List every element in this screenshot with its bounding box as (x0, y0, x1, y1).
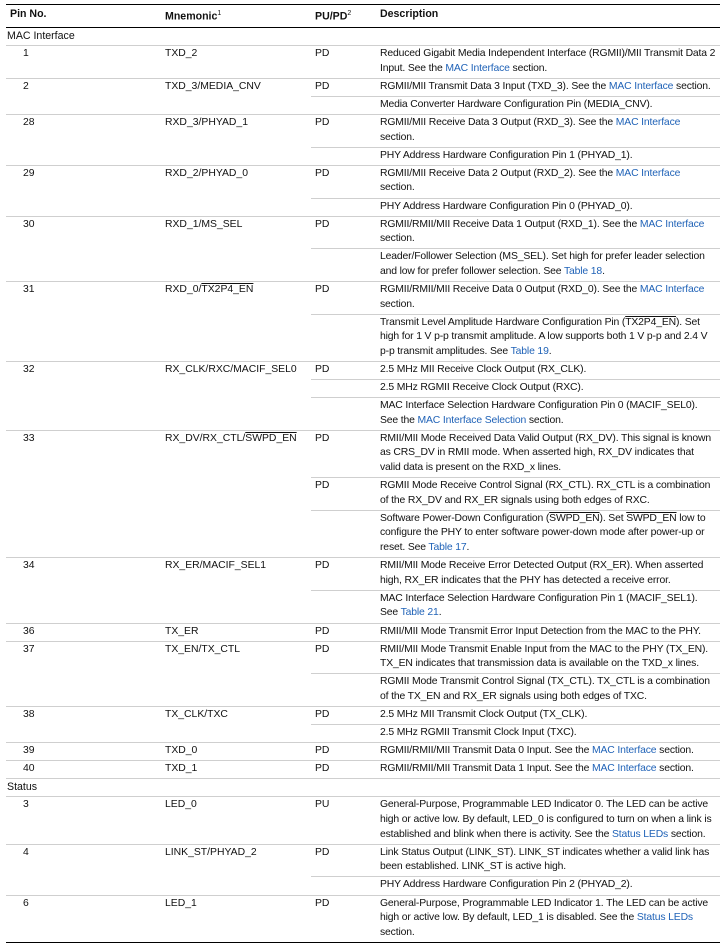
pin-number (6, 380, 161, 398)
mnemonic (161, 314, 311, 361)
mnemonic-text: RXD_0/ (165, 284, 202, 296)
table-row (6, 877, 720, 895)
mnemonic (161, 198, 311, 216)
pu-pd-value: PU (311, 797, 376, 844)
description-text: . (466, 542, 470, 554)
description (376, 430, 720, 477)
table-row (6, 558, 720, 591)
description-text: . (602, 265, 605, 277)
mnemonic (161, 725, 311, 743)
description-text: Link Status Output (LINK_ST). LINK_ST indicates whether a valid link has been established. LINK_ST is active high. (380, 846, 710, 873)
section-title: Status (6, 779, 720, 797)
mnemonic: RX_CLK/RXC/MACIF_SEL0 (161, 362, 311, 380)
pu-pd-value (311, 510, 376, 557)
cross-reference-link[interactable]: MAC Interface (591, 745, 657, 757)
description-text: . (438, 607, 442, 619)
description-text: Media Converter Hardware Configuration Pin (MEDIA_CNV). (380, 99, 653, 110)
pu-pd-value (311, 147, 376, 165)
description-text: ). Set (599, 512, 627, 524)
description (376, 877, 720, 895)
header-pin-no: Pin No. (6, 5, 161, 28)
description-text: RMII/MII Mode Received Data Valid Output (RX_DV). This signal is known as CRS_DV in RMII mode. When asserted high, RX_DV indicates that valid data is present on the RXD_x lines. (380, 432, 711, 474)
description-text: 2.5 MHz MII Transmit Clock Output (TX_CLK). (380, 708, 588, 720)
pu-pd-value: PD (311, 165, 376, 198)
description-text: . (548, 345, 552, 357)
pu-pd-value (311, 725, 376, 743)
mnemonic (161, 877, 311, 895)
description (376, 641, 720, 674)
pu-pd-value: PD (311, 216, 376, 249)
description-text: MAC Interface Selection Hardware Configuration Pin 0 (MACIF_SEL0). See the (380, 400, 698, 426)
pin-number: 39 (6, 743, 161, 761)
cross-reference-link[interactable]: Table 18 (563, 265, 603, 277)
mnemonic-text: RX_DV/RX_CTL/ (165, 432, 246, 444)
description (376, 558, 720, 591)
description-text: RGMII/MII Transmit Data 3 Input (TXD_3). See the (380, 80, 609, 92)
description (376, 478, 720, 511)
pu-pd-value: PD (311, 558, 376, 591)
cross-reference-link[interactable]: Table 19 (510, 345, 549, 357)
cross-reference-link[interactable]: MAC Interface (591, 763, 657, 775)
table-row (6, 198, 720, 216)
pin-number: 31 (6, 282, 161, 315)
description-text: Transmit Level Amplitude Hardware Configuration Pin ( (380, 316, 626, 328)
description-text: PHY Address Hardware Configuration Pin 1 (PHYAD_1). (380, 149, 633, 161)
pin-number (6, 674, 161, 707)
description (376, 147, 720, 165)
description (376, 165, 720, 198)
table-row (6, 895, 720, 942)
cross-reference-link[interactable]: MAC Interface (608, 80, 674, 92)
pin-number: 4 (6, 844, 161, 877)
description-text: 2.5 MHz RGMII Receive Clock Output (RXC). (380, 382, 584, 394)
pin-number (6, 590, 161, 623)
mnemonic: TXD_2 (161, 46, 311, 79)
description-text: RGMII/RMII/MII Transmit Data 0 Input. See the (380, 745, 592, 757)
pin-number (6, 877, 161, 895)
cross-reference-link[interactable]: Table 21 (400, 607, 439, 619)
description-text: ). Set high for 1 V p-p transmit amplitude. A low supports both 1 V p-p and 2.4 V p-p transmit amplitudes. See (380, 316, 708, 357)
pu-pd-value: PD (311, 706, 376, 724)
description (376, 115, 720, 148)
active-low-signal: SWPD_EN (549, 512, 600, 524)
mnemonic (161, 478, 311, 511)
mnemonic: LED_0 (161, 797, 311, 844)
pu-pd-value (311, 314, 376, 361)
description (376, 761, 720, 779)
mnemonic (161, 430, 311, 477)
pin-number (6, 478, 161, 511)
table-row (6, 362, 720, 380)
description (376, 46, 720, 79)
footnote-marker: 1 (217, 10, 222, 17)
table-row (6, 641, 720, 674)
table-row (6, 478, 720, 511)
description (376, 725, 720, 743)
description (376, 380, 720, 398)
table-row (6, 249, 720, 282)
header-mnemonic: Mnemonic$^1$ (161, 5, 311, 28)
mnemonic (161, 97, 311, 115)
table-row (6, 674, 720, 707)
description (376, 895, 720, 942)
pin-number: 3 (6, 797, 161, 844)
cross-reference-link[interactable]: MAC Interface (445, 62, 510, 74)
table-row (6, 623, 720, 641)
pin-number (6, 198, 161, 216)
pu-pd-value: PD (311, 641, 376, 674)
mnemonic: RXD_2/PHYAD_0 (161, 165, 311, 198)
description (376, 198, 720, 216)
mnemonic (161, 510, 311, 557)
description (376, 590, 720, 623)
pin-number: 30 (6, 216, 161, 249)
pu-pd-value (311, 198, 376, 216)
cross-reference-link[interactable]: MAC Interface (639, 284, 705, 296)
pu-pd-value (311, 674, 376, 707)
table-row (6, 797, 720, 844)
table-row (6, 510, 720, 557)
description (376, 216, 720, 249)
description-text: section. (380, 182, 415, 194)
description-text: section. (509, 62, 548, 74)
section-row (6, 28, 720, 46)
table-row (6, 380, 720, 398)
description (376, 314, 720, 361)
description-text: RGMII/RMII/MII Receive Data 0 Output (RXD_0). See the (380, 284, 640, 296)
description-text: section. (668, 828, 706, 840)
description (376, 706, 720, 724)
pin-number (6, 725, 161, 743)
pu-pd-value: PD (311, 761, 376, 779)
table-row (6, 46, 720, 79)
description-text: section. (380, 926, 415, 938)
description-text: 2.5 MHz MII Receive Clock Output (RX_CLK). (380, 364, 587, 375)
pu-pd-value: PD (311, 844, 376, 877)
description (376, 249, 720, 282)
description-text: RGMII Mode Receive Control Signal (RX_CTL). RX_CTL is a combination of the RX_DV and RX_ER signals using both edges of RXC. (380, 480, 711, 506)
header-pu-pd: $PU/PD^2$ (311, 5, 376, 28)
mnemonic (161, 590, 311, 623)
table-row (6, 165, 720, 198)
description-text: 2.5 MHz RGMII Transmit Clock Input (TXC). (380, 727, 577, 739)
mnemonic: LINK_ST/PHYAD_2 (161, 844, 311, 877)
description-text: RGMII/RMII/MII Transmit Data 1 Input. See the (380, 763, 592, 775)
description-text: section. (673, 80, 711, 92)
mnemonic-active-low: SWPD_EN (245, 432, 297, 444)
description (376, 398, 720, 431)
pu-pd-value: PD (311, 46, 376, 79)
table-row (6, 115, 720, 148)
description-text: section. (526, 414, 564, 426)
mnemonic: TXD_0 (161, 743, 311, 761)
description (376, 97, 720, 115)
mnemonic (161, 380, 311, 398)
table-row (6, 725, 720, 743)
mnemonic: TXD_3/MEDIA_CNV (161, 78, 311, 96)
table-row (6, 761, 720, 779)
description (376, 623, 720, 641)
pin-number: 33 (6, 430, 161, 477)
description-text: RMII/MII Mode Transmit Enable Input from the MAC to the PHY (TX_EN). TX_EN indicates that transmission data is available on the TXD_x lines. (380, 643, 708, 670)
description-text: Leader/Follower Selection (MS_SEL). Set high for prefer leader selection and low for prefer follower selection. See (380, 251, 705, 277)
pu-pd-value (311, 877, 376, 895)
pu-pd-value: PD (311, 78, 376, 96)
table-row (6, 216, 720, 249)
table-row (6, 743, 720, 761)
pin-number: 2 (6, 78, 161, 96)
header-description: Description (376, 5, 720, 28)
mnemonic-active-low: TX2P4_EN (201, 284, 254, 296)
pu-pd-value: PD (311, 478, 376, 511)
description (376, 510, 720, 557)
pin-number: 1 (6, 46, 161, 79)
description (376, 844, 720, 877)
table-body (6, 28, 720, 943)
table-header (6, 5, 720, 28)
pin-number (6, 97, 161, 115)
description (376, 78, 720, 96)
pu-pd-value: PD (311, 430, 376, 477)
pin-number: 28 (6, 115, 161, 148)
description (376, 797, 720, 844)
section-title: MAC Interface (6, 28, 720, 46)
table-row (6, 430, 720, 477)
section-row (6, 779, 720, 797)
description-text: section. (380, 233, 415, 245)
mnemonic (161, 249, 311, 282)
pin-number: 32 (6, 362, 161, 380)
mnemonic: RXD_3/PHYAD_1 (161, 115, 311, 148)
description-text: General-Purpose, Programmable LED Indicator 0. The LED can be active high or active low. By default, LED_0 is configured to turn on when a link is established and blink when there is activity. See the (380, 799, 712, 840)
footnote-marker: 2 (347, 10, 352, 17)
table-row (6, 706, 720, 724)
pu-pd-value: PD (311, 743, 376, 761)
pin-number: 34 (6, 558, 161, 591)
table-row (6, 398, 720, 431)
description-text: Software Power-Down Configuration ( (380, 512, 550, 524)
mnemonic (161, 147, 311, 165)
cross-reference-link[interactable]: MAC Interface (639, 218, 705, 230)
description-text: RGMII/MII Receive Data 2 Output (RXD_2). See the (380, 167, 616, 179)
table-row (6, 282, 720, 315)
description-text: section. (380, 298, 415, 310)
pin-number: 38 (6, 706, 161, 724)
table-row (6, 314, 720, 361)
pin-number: 36 (6, 623, 161, 641)
description-text: section. (656, 763, 694, 775)
description (376, 743, 720, 761)
mnemonic (161, 282, 311, 315)
pu-pd-value (311, 380, 376, 398)
description-text: Reduced Gigabit Media Independent Interface (RGMII)/MII Transmit Data 2 Input. See the (380, 48, 716, 74)
description-text: RMII/MII Mode Transmit Error Input Detection from the MAC to the PHY. (380, 625, 701, 637)
pin-number: 29 (6, 165, 161, 198)
description (376, 674, 720, 707)
description-text: RGMII/MII Receive Data 3 Output (RXD_3). See the (380, 117, 616, 129)
mnemonic: RX_ER/MACIF_SEL1 (161, 558, 311, 591)
cross-reference-link[interactable]: MAC Interface Selection (417, 414, 527, 426)
description-text: section. (380, 131, 415, 143)
table-row (6, 590, 720, 623)
description-text: PHY Address Hardware Configuration Pin 0 (PHYAD_0). (380, 200, 633, 212)
description-text: RGMII Mode Transmit Control Signal (TX_CTL). TX_CTL is a combination of the TX_EN and RX_ER signals using both edges of TXC. (380, 676, 710, 702)
table-row (6, 97, 720, 115)
pu-pd-value: PD (311, 282, 376, 315)
pin-number: 6 (6, 895, 161, 942)
mnemonic: TXD_1 (161, 761, 311, 779)
pu-pd-value (311, 249, 376, 282)
description-text: RGMII/RMII/MII Receive Data 1 Output (RXD_1). See the (380, 218, 640, 230)
cross-reference-link[interactable]: Table 17 (428, 542, 467, 554)
description-text: section. (656, 745, 694, 757)
active-low-signal: SWPD_EN (626, 512, 677, 524)
description-text: PHY Address Hardware Configuration Pin 2 (PHYAD_2). (380, 879, 633, 891)
description (376, 362, 720, 380)
pu-pd-value: PD (311, 623, 376, 641)
cross-reference-link[interactable]: Status LEDs (636, 912, 693, 924)
pu-pd-value (311, 590, 376, 623)
pu-pd-value: PD (311, 362, 376, 380)
pin-number (6, 398, 161, 431)
description-text: RMII/MII Mode Receive Error Detected Output (RX_ER). When asserted high, RX_ER indicates that the PHY has detected a receive error. (380, 560, 704, 586)
pu-pd-value (311, 97, 376, 115)
mnemonic (161, 674, 311, 707)
mnemonic: TX_ER (161, 623, 311, 641)
pin-number (6, 510, 161, 557)
active-low-signal: TX2P4_EN (625, 316, 676, 328)
description-text: low to configure the PHY to enter software power-down mode after power-up or reset. See (380, 512, 706, 554)
table-row (6, 844, 720, 877)
pin-number: 40 (6, 761, 161, 779)
pin-function-table (6, 4, 720, 943)
mnemonic: RXD_1/MS_SEL (161, 216, 311, 249)
description-text: MAC Interface Selection Hardware Configuration Pin 1 (MACIF_SEL1). See (380, 592, 698, 619)
description (376, 282, 720, 315)
cross-reference-link[interactable]: MAC Interface (615, 167, 681, 179)
pin-number (6, 314, 161, 361)
table-row (6, 147, 720, 165)
pin-number (6, 147, 161, 165)
pu-pd-value (311, 398, 376, 431)
mnemonic (161, 398, 311, 431)
cross-reference-link[interactable]: MAC Interface (615, 117, 681, 129)
pin-number: 37 (6, 641, 161, 674)
mnemonic: LED_1 (161, 895, 311, 942)
mnemonic: TX_EN/TX_CTL (161, 641, 311, 674)
pu-pd-value: PD (311, 115, 376, 148)
table-row (6, 78, 720, 96)
mnemonic: TX_CLK/TXC (161, 706, 311, 724)
description-text: General-Purpose, Programmable LED Indicator 1. The LED can be active high or active low. By default, LED_1 is disabled. See the (380, 897, 709, 924)
cross-reference-link[interactable]: Status LEDs (612, 828, 669, 840)
pu-pd-value: PD (311, 895, 376, 942)
pin-number (6, 249, 161, 282)
